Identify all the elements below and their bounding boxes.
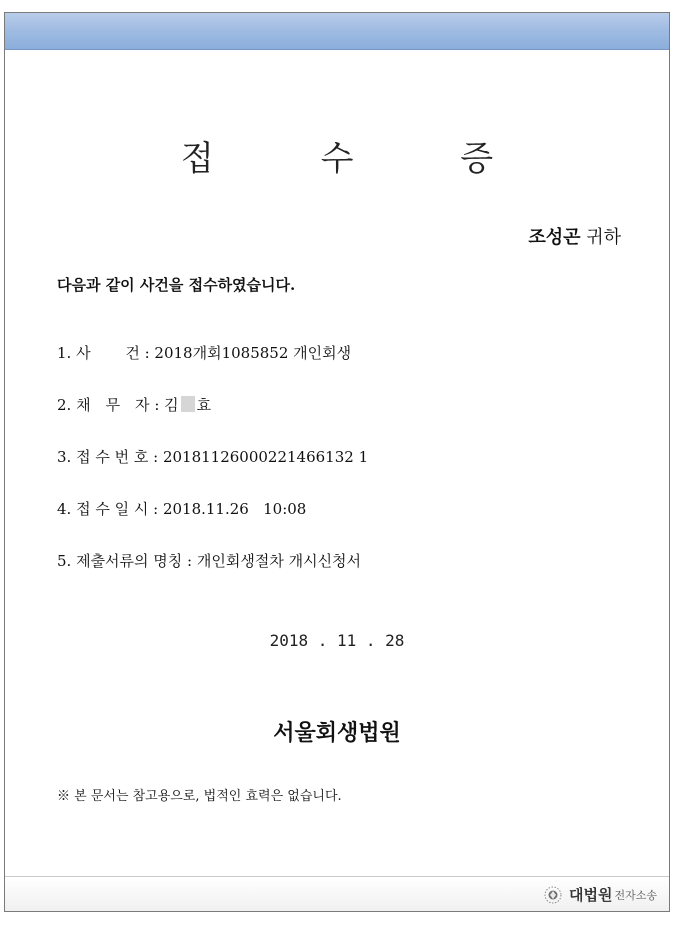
addressee-honorific: 귀하 [586, 227, 621, 248]
footer-bar [5, 876, 669, 911]
issue-date: 2018 . 11 . 28 [269, 631, 405, 650]
item-receipt-number [57, 446, 368, 467]
supreme-court-emblem-icon [541, 885, 565, 905]
item-label: 2. 채 무 자 : [57, 396, 165, 414]
document-frame [4, 12, 670, 912]
item-debtor [57, 394, 211, 415]
item-case [57, 342, 351, 363]
item-label: 5. 제출서류의 명칭 : [57, 552, 197, 570]
brand-main-text: 대법원 [569, 886, 613, 904]
item-label: 4. 접 수 일 시 : [57, 500, 163, 518]
addressee-name: 조성곤 [528, 227, 581, 248]
item-receipt-datetime [57, 498, 306, 519]
brand-sub-text: 전자소송 [614, 888, 657, 902]
debtor-name-first: 김 [164, 396, 179, 414]
brand-logo-link[interactable] [541, 884, 657, 905]
item-value: 개인회생절차 개시신청서 [196, 552, 362, 570]
item-value: 2018개회1085852 개인회생 [154, 344, 352, 362]
header-bar [5, 13, 669, 50]
item-document-name [57, 550, 361, 571]
item-label: 3. 접 수 번 호 : [57, 448, 163, 466]
intro-text: 다음과 같이 사건을 접수하였습니다. [57, 276, 296, 294]
court-name: 서울회생법원 [273, 720, 401, 746]
item-value: 2018.11.26 10:08 [162, 500, 307, 518]
debtor-name-last: 효 [196, 396, 212, 414]
item-label: 1. 사 건 : [57, 344, 155, 362]
redaction-block [181, 396, 195, 412]
disclaimer-notice: ※ 본 문서는 참고용으로, 법적인 효력은 없습니다. [57, 789, 342, 804]
item-value: 20181126000221466132 1 [162, 448, 369, 466]
addressee [528, 223, 621, 249]
document-title: 접 수 증 [180, 139, 542, 179]
